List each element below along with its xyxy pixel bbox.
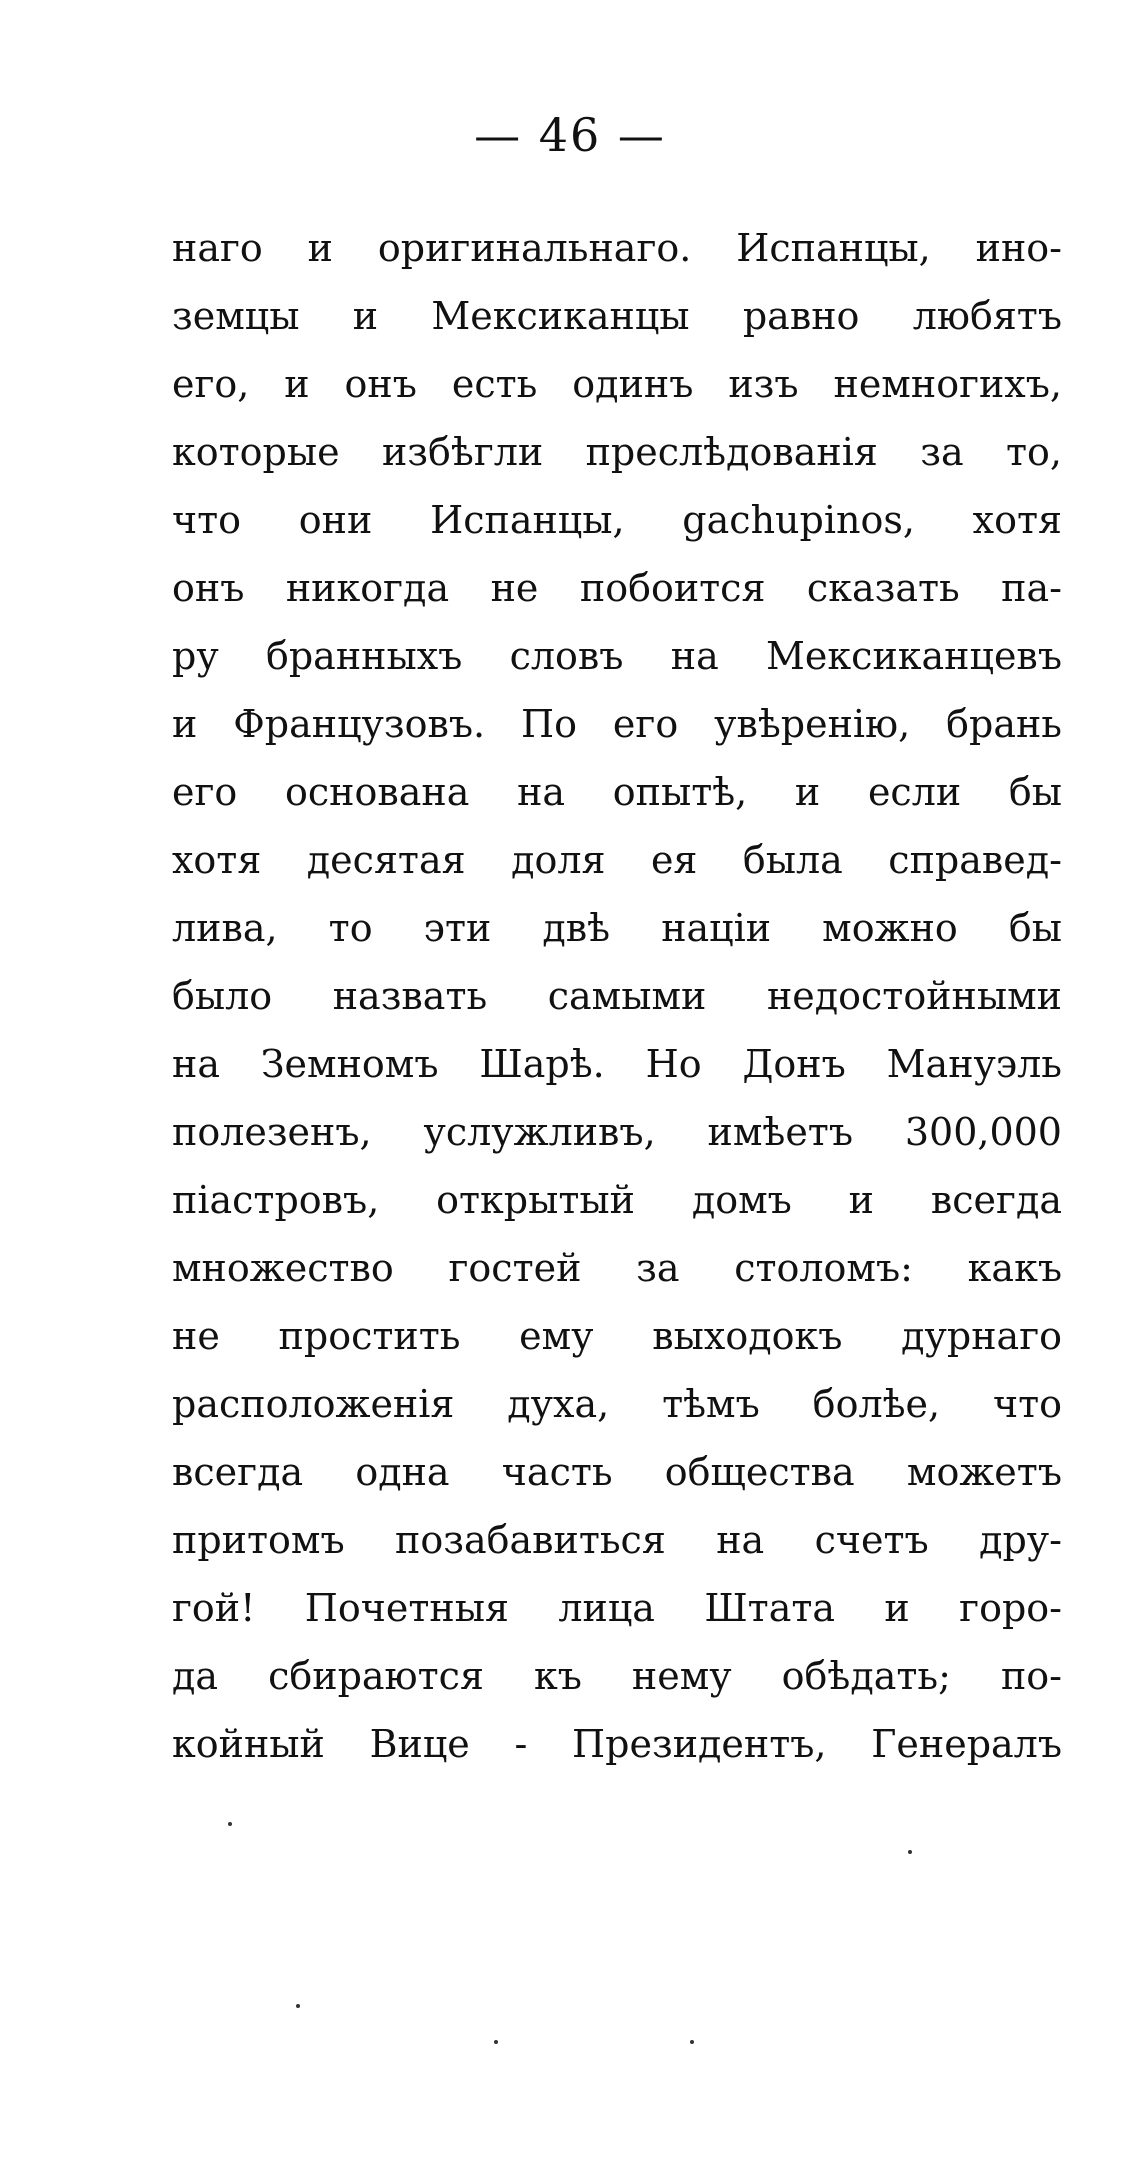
text-line: расположенія духа, тѣмъ болѣе, что <box>172 1382 1062 1426</box>
text-line: лива, то эти двѣ націи можно бы <box>172 906 1062 950</box>
text-line: да сбираются къ нему обѣдать; по- <box>172 1654 1062 1698</box>
text-line: гой! Почетныя лица Штата и горо- <box>172 1586 1062 1630</box>
ink-speck <box>494 2040 498 2044</box>
ink-speck <box>908 1850 912 1854</box>
text-line: притомъ позабавиться на счетъ дру- <box>172 1518 1062 1562</box>
text-line: земцы и Мексиканцы равно любятъ <box>172 294 1062 338</box>
text-line: его, и онъ есть одинъ изъ немногихъ, <box>172 362 1062 406</box>
ink-speck <box>296 2004 300 2008</box>
text-line: наго и оригинальнаго. Испанцы, ино- <box>172 226 1062 270</box>
text-line: его основана на опытѣ, и если бы <box>172 770 1062 814</box>
text-line: койный Вице - Президентъ, Генералъ <box>172 1722 1062 1766</box>
page-number: — 46 — <box>474 108 666 162</box>
text-line: ру бранныхъ словъ на Мексиканцевъ <box>172 634 1062 678</box>
text-line: множество гостей за столомъ: какъ <box>172 1246 1062 1290</box>
body-text <box>172 214 1062 1778</box>
text-line: полезенъ, услужливъ, имѣетъ 300,000 <box>172 1110 1062 1154</box>
ink-speck <box>228 1822 232 1826</box>
text-line: на Земномъ Шарѣ. Но Донъ Мануэль <box>172 1042 1062 1086</box>
text-line: не простить ему выходокъ дурнаго <box>172 1314 1062 1358</box>
ink-speck <box>690 2040 694 2044</box>
text-line: и Французовъ. По его увѣренію, брань <box>172 702 1062 746</box>
text-line: піастровъ, открытый домъ и всегда <box>172 1178 1062 1222</box>
text-line: хотя десятая доля ея была справед- <box>172 838 1062 882</box>
text-line: которые избѣгли преслѣдованія за то, <box>172 430 1062 474</box>
text-line: онъ никогда не побоится сказать па- <box>172 566 1062 610</box>
text-line: что они Испанцы, gachupinos, хотя <box>172 498 1062 542</box>
text-line: было назвать самыми недостойными <box>172 974 1062 1018</box>
text-line: всегда одна часть общества можетъ <box>172 1450 1062 1494</box>
